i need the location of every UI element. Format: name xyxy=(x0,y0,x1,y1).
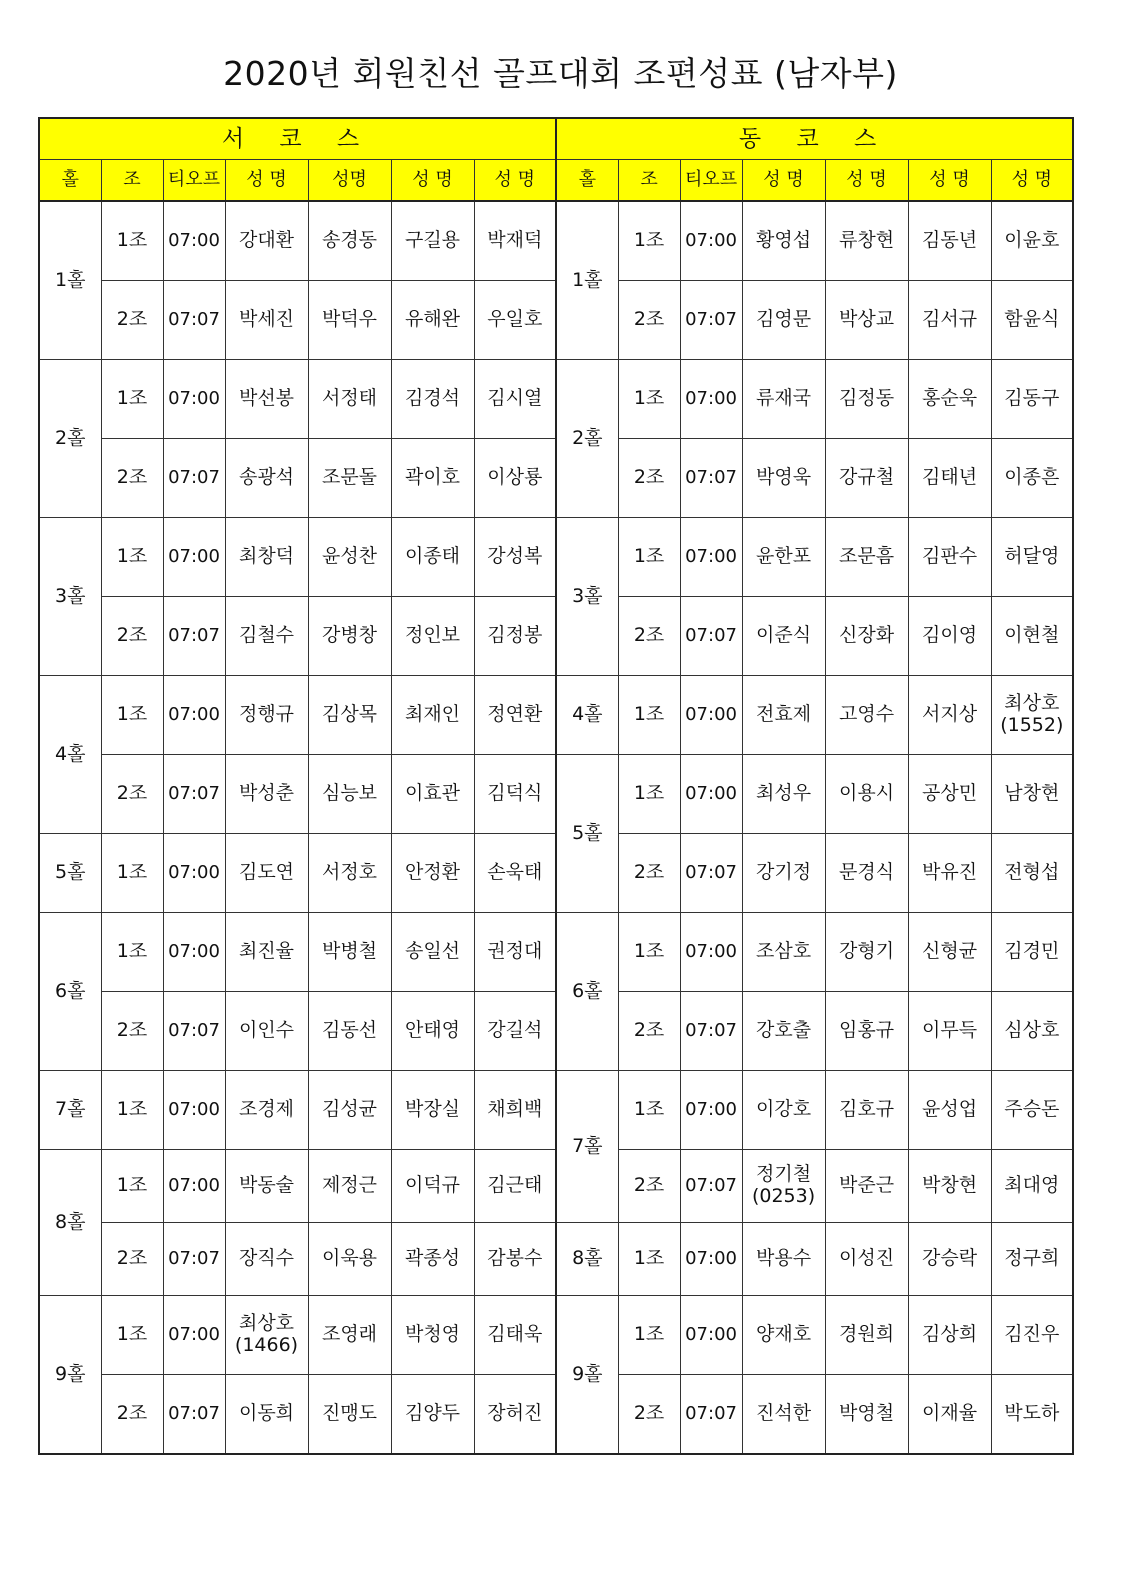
east-player-name: 주승돈 xyxy=(991,1071,1073,1150)
column-header: 티오프 xyxy=(680,160,742,202)
west-player-name: 조경제 xyxy=(225,1071,308,1150)
east-player-name: 김서규 xyxy=(908,281,991,360)
east-player-name: 김이영 xyxy=(908,597,991,676)
east-player-name: 박영욱 xyxy=(742,439,825,518)
west-player-name: 진맹도 xyxy=(308,1375,391,1455)
pairing-table xyxy=(38,117,1074,1455)
east-player-name: 최대영 xyxy=(991,1150,1073,1223)
east-player-name: 남창현 xyxy=(991,755,1073,834)
west-player-name: 김경석 xyxy=(391,360,474,439)
east-player-name: 경원희 xyxy=(825,1296,908,1375)
east-player-name: 강호출 xyxy=(742,992,825,1071)
column-header: 조 xyxy=(618,160,680,202)
west-player-name: 송광석 xyxy=(225,439,308,518)
column-header: 성 명 xyxy=(825,160,908,202)
east-group-label: 2조 xyxy=(618,992,680,1071)
east-tee-time: 07:07 xyxy=(680,1375,742,1455)
west-player-name: 이종태 xyxy=(391,518,474,597)
west-tee-time: 07:00 xyxy=(163,1296,225,1375)
east-player-name: 고영수 xyxy=(825,676,908,755)
west-player-name: 송경동 xyxy=(308,201,391,281)
east-tee-time: 07:07 xyxy=(680,439,742,518)
table-row xyxy=(39,913,1073,992)
east-player-name: 강승락 xyxy=(908,1223,991,1296)
table-row xyxy=(39,201,1073,281)
column-header: 성 명 xyxy=(391,160,474,202)
west-hole-label: 2홀 xyxy=(39,360,101,518)
west-player-name: 김정봉 xyxy=(474,597,556,676)
east-player-name: 이용시 xyxy=(825,755,908,834)
east-hole-label: 1홀 xyxy=(556,201,618,360)
table-row xyxy=(39,518,1073,597)
west-group-label: 1조 xyxy=(101,360,163,439)
west-player-name: 박장실 xyxy=(391,1071,474,1150)
west-tee-time: 07:00 xyxy=(163,834,225,913)
west-hole-label: 6홀 xyxy=(39,913,101,1071)
column-header: 홀 xyxy=(556,160,618,202)
page-title: 2020년 회원친선 골프대회 조편성표 (남자부) xyxy=(223,54,898,93)
west-player-name: 정행규 xyxy=(225,676,308,755)
west-tee-time: 07:07 xyxy=(163,1375,225,1455)
east-hole-label: 3홀 xyxy=(556,518,618,676)
east-player-name: 김영문 xyxy=(742,281,825,360)
east-player-name: 서지상 xyxy=(908,676,991,755)
west-player-name: 제정근 xyxy=(308,1150,391,1223)
west-hole-label: 7홀 xyxy=(39,1071,101,1150)
west-tee-time: 07:00 xyxy=(163,360,225,439)
column-header: 성명 xyxy=(308,160,391,202)
east-hole-label: 7홀 xyxy=(556,1071,618,1223)
east-player-name: 허달영 xyxy=(991,518,1073,597)
east-player-name: 조문흠 xyxy=(825,518,908,597)
west-player-name: 채희백 xyxy=(474,1071,556,1150)
east-group-label: 1조 xyxy=(618,913,680,992)
east-group-label: 2조 xyxy=(618,281,680,360)
table-row xyxy=(39,360,1073,439)
west-hole-label: 1홀 xyxy=(39,201,101,360)
east-tee-time: 07:00 xyxy=(680,1296,742,1375)
west-player-name: 구길용 xyxy=(391,201,474,281)
west-player-name: 정인보 xyxy=(391,597,474,676)
west-hole-label: 8홀 xyxy=(39,1150,101,1296)
east-hole-label: 2홀 xyxy=(556,360,618,518)
east-player-name: 신형균 xyxy=(908,913,991,992)
east-player-name: 진석한 xyxy=(742,1375,825,1455)
west-player-name: 김도연 xyxy=(225,834,308,913)
west-player-name: 이욱용 xyxy=(308,1223,391,1296)
east-player-name: 김진우 xyxy=(991,1296,1073,1375)
west-player-name: 최창덕 xyxy=(225,518,308,597)
west-player-name: 곽이호 xyxy=(391,439,474,518)
east-group-label: 1조 xyxy=(618,518,680,597)
east-hole-label: 6홀 xyxy=(556,913,618,1071)
east-hole-label: 9홀 xyxy=(556,1296,618,1455)
west-player-name: 박선봉 xyxy=(225,360,308,439)
table-row xyxy=(39,676,1073,755)
east-player-name: 박도하 xyxy=(991,1375,1073,1455)
east-player-name: 김태년 xyxy=(908,439,991,518)
table-row xyxy=(39,1296,1073,1375)
east-player-name: 이종흔 xyxy=(991,439,1073,518)
west-player-name: 유해완 xyxy=(391,281,474,360)
east-tee-time: 07:07 xyxy=(680,597,742,676)
west-tee-time: 07:00 xyxy=(163,676,225,755)
west-course-title: 서 코 스 xyxy=(39,118,556,160)
east-player-name: 박영철 xyxy=(825,1375,908,1455)
table-row xyxy=(39,1223,1073,1296)
east-group-label: 1조 xyxy=(618,1296,680,1375)
east-player-name: 박준근 xyxy=(825,1150,908,1223)
west-group-label: 2조 xyxy=(101,281,163,360)
west-tee-time: 07:00 xyxy=(163,913,225,992)
west-player-name: 김동선 xyxy=(308,992,391,1071)
west-group-label: 1조 xyxy=(101,201,163,281)
east-player-name: 김판수 xyxy=(908,518,991,597)
east-player-name: 최성우 xyxy=(742,755,825,834)
west-group-label: 2조 xyxy=(101,1375,163,1455)
east-player-name: 심상호 xyxy=(991,992,1073,1071)
column-header: 성 명 xyxy=(742,160,825,202)
west-group-label: 1조 xyxy=(101,834,163,913)
east-player-name: 윤한포 xyxy=(742,518,825,597)
west-group-label: 2조 xyxy=(101,597,163,676)
west-player-name: 안정환 xyxy=(391,834,474,913)
west-player-name: 김철수 xyxy=(225,597,308,676)
east-player-name: 홍순욱 xyxy=(908,360,991,439)
west-player-name: 김시열 xyxy=(474,360,556,439)
west-player-name: 박동술 xyxy=(225,1150,308,1223)
west-tee-time: 07:07 xyxy=(163,439,225,518)
east-player-name: 함윤식 xyxy=(991,281,1073,360)
east-group-label: 1조 xyxy=(618,755,680,834)
east-player-name: 전효제 xyxy=(742,676,825,755)
east-group-label: 2조 xyxy=(618,1150,680,1223)
west-hole-label: 5홀 xyxy=(39,834,101,913)
east-player-name: 최상호 (1552) xyxy=(991,676,1073,755)
east-player-name: 양재호 xyxy=(742,1296,825,1375)
east-tee-time: 07:00 xyxy=(680,1223,742,1296)
east-player-name: 류창현 xyxy=(825,201,908,281)
west-tee-time: 07:00 xyxy=(163,201,225,281)
west-player-name: 이인수 xyxy=(225,992,308,1071)
east-player-name: 정기철 (0253) xyxy=(742,1150,825,1223)
column-header: 성 명 xyxy=(908,160,991,202)
east-course-title: 동 코 스 xyxy=(556,118,1073,160)
west-tee-time: 07:00 xyxy=(163,1071,225,1150)
east-player-name: 강형기 xyxy=(825,913,908,992)
east-player-name: 정구희 xyxy=(991,1223,1073,1296)
west-player-name: 장허진 xyxy=(474,1375,556,1455)
east-hole-label: 5홀 xyxy=(556,755,618,913)
column-header: 성 명 xyxy=(991,160,1073,202)
east-player-name: 박상교 xyxy=(825,281,908,360)
east-player-name: 박창현 xyxy=(908,1150,991,1223)
east-group-label: 1조 xyxy=(618,360,680,439)
east-group-label: 2조 xyxy=(618,834,680,913)
west-group-label: 1조 xyxy=(101,676,163,755)
west-group-label: 1조 xyxy=(101,518,163,597)
east-tee-time: 07:07 xyxy=(680,281,742,360)
east-player-name: 조삼호 xyxy=(742,913,825,992)
west-player-name: 김덕식 xyxy=(474,755,556,834)
west-player-name: 이덕규 xyxy=(391,1150,474,1223)
east-player-name: 황영섭 xyxy=(742,201,825,281)
east-player-name: 이준식 xyxy=(742,597,825,676)
west-group-label: 1조 xyxy=(101,1296,163,1375)
east-player-name: 이현철 xyxy=(991,597,1073,676)
east-tee-time: 07:00 xyxy=(680,360,742,439)
west-group-label: 2조 xyxy=(101,439,163,518)
east-player-name: 이무득 xyxy=(908,992,991,1071)
east-hole-label: 8홀 xyxy=(556,1223,618,1296)
west-group-label: 1조 xyxy=(101,1071,163,1150)
east-tee-time: 07:00 xyxy=(680,201,742,281)
east-tee-time: 07:07 xyxy=(680,1150,742,1223)
west-player-name: 박덕우 xyxy=(308,281,391,360)
west-player-name: 이효관 xyxy=(391,755,474,834)
east-player-name: 김동구 xyxy=(991,360,1073,439)
east-tee-time: 07:00 xyxy=(680,518,742,597)
east-player-name: 강규철 xyxy=(825,439,908,518)
east-group-label: 1조 xyxy=(618,1071,680,1150)
west-player-name: 심능보 xyxy=(308,755,391,834)
column-header: 티오프 xyxy=(163,160,225,202)
west-player-name: 조영래 xyxy=(308,1296,391,1375)
west-group-label: 2조 xyxy=(101,1223,163,1296)
east-group-label: 2조 xyxy=(618,439,680,518)
column-header: 성 명 xyxy=(225,160,308,202)
west-player-name: 이상룡 xyxy=(474,439,556,518)
west-player-name: 이동희 xyxy=(225,1375,308,1455)
table-row xyxy=(39,1071,1073,1150)
east-player-name: 김상희 xyxy=(908,1296,991,1375)
east-player-name: 문경식 xyxy=(825,834,908,913)
west-player-name: 안태영 xyxy=(391,992,474,1071)
west-player-name: 김상목 xyxy=(308,676,391,755)
west-player-name: 강병창 xyxy=(308,597,391,676)
east-hole-label: 4홀 xyxy=(556,676,618,755)
east-player-name: 김경민 xyxy=(991,913,1073,992)
west-player-name: 박청영 xyxy=(391,1296,474,1375)
east-player-name: 이강호 xyxy=(742,1071,825,1150)
east-player-name: 이윤호 xyxy=(991,201,1073,281)
west-hole-label: 3홀 xyxy=(39,518,101,676)
west-player-name: 정연환 xyxy=(474,676,556,755)
column-header: 성 명 xyxy=(474,160,556,202)
west-tee-time: 07:00 xyxy=(163,518,225,597)
west-player-name: 김성균 xyxy=(308,1071,391,1150)
west-player-name: 박재덕 xyxy=(474,201,556,281)
east-group-label: 1조 xyxy=(618,676,680,755)
east-player-name: 김정동 xyxy=(825,360,908,439)
west-tee-time: 07:07 xyxy=(163,755,225,834)
east-group-label: 1조 xyxy=(618,1223,680,1296)
east-tee-time: 07:00 xyxy=(680,755,742,834)
column-header: 조 xyxy=(101,160,163,202)
west-player-name: 송일선 xyxy=(391,913,474,992)
east-tee-time: 07:07 xyxy=(680,834,742,913)
column-header: 홀 xyxy=(39,160,101,202)
west-player-name: 박세진 xyxy=(225,281,308,360)
east-player-name: 윤성업 xyxy=(908,1071,991,1150)
west-player-name: 곽종성 xyxy=(391,1223,474,1296)
west-player-name: 김양두 xyxy=(391,1375,474,1455)
west-player-name: 우일호 xyxy=(474,281,556,360)
west-tee-time: 07:07 xyxy=(163,597,225,676)
east-tee-time: 07:07 xyxy=(680,992,742,1071)
west-tee-time: 07:07 xyxy=(163,281,225,360)
west-player-name: 강길석 xyxy=(474,992,556,1071)
west-player-name: 감봉수 xyxy=(474,1223,556,1296)
west-group-label: 2조 xyxy=(101,992,163,1071)
west-player-name: 박병철 xyxy=(308,913,391,992)
west-player-name: 서정호 xyxy=(308,834,391,913)
west-player-name: 박성춘 xyxy=(225,755,308,834)
east-player-name: 김동년 xyxy=(908,201,991,281)
west-group-label: 1조 xyxy=(101,913,163,992)
west-player-name: 김태욱 xyxy=(474,1296,556,1375)
table-row xyxy=(39,755,1073,834)
east-tee-time: 07:00 xyxy=(680,676,742,755)
east-player-name: 강기정 xyxy=(742,834,825,913)
east-player-name: 공상민 xyxy=(908,755,991,834)
west-player-name: 서정태 xyxy=(308,360,391,439)
east-group-label: 1조 xyxy=(618,201,680,281)
east-player-name: 전형섭 xyxy=(991,834,1073,913)
west-player-name: 최진율 xyxy=(225,913,308,992)
west-player-name: 최재인 xyxy=(391,676,474,755)
east-player-name: 이성진 xyxy=(825,1223,908,1296)
east-group-label: 2조 xyxy=(618,1375,680,1455)
west-player-name: 김근태 xyxy=(474,1150,556,1223)
west-hole-label: 4홀 xyxy=(39,676,101,834)
west-hole-label: 9홀 xyxy=(39,1296,101,1455)
east-player-name: 류재국 xyxy=(742,360,825,439)
west-tee-time: 07:07 xyxy=(163,992,225,1071)
east-player-name: 임홍규 xyxy=(825,992,908,1071)
west-tee-time: 07:00 xyxy=(163,1150,225,1223)
east-group-label: 2조 xyxy=(618,597,680,676)
west-player-name: 조문돌 xyxy=(308,439,391,518)
west-player-name: 강성복 xyxy=(474,518,556,597)
west-player-name: 강대환 xyxy=(225,201,308,281)
east-player-name: 박용수 xyxy=(742,1223,825,1296)
west-player-name: 장직수 xyxy=(225,1223,308,1296)
west-player-name: 권정대 xyxy=(474,913,556,992)
east-player-name: 신장화 xyxy=(825,597,908,676)
west-group-label: 2조 xyxy=(101,755,163,834)
east-player-name: 이재율 xyxy=(908,1375,991,1455)
east-tee-time: 07:00 xyxy=(680,1071,742,1150)
east-tee-time: 07:00 xyxy=(680,913,742,992)
west-player-name: 윤성찬 xyxy=(308,518,391,597)
west-tee-time: 07:07 xyxy=(163,1223,225,1296)
west-group-label: 1조 xyxy=(101,1150,163,1223)
west-player-name: 손욱태 xyxy=(474,834,556,913)
west-player-name: 최상호 (1466) xyxy=(225,1296,308,1375)
east-player-name: 박유진 xyxy=(908,834,991,913)
east-player-name: 김호규 xyxy=(825,1071,908,1150)
